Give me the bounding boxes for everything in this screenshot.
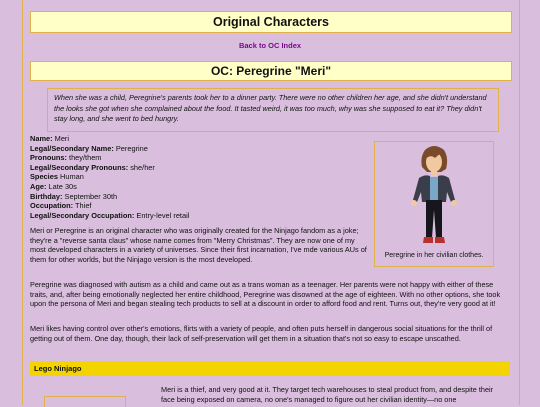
paragraph-background: Peregrine was diagnosed with autism as a child and came out as a trans woman as a teenager. Her parents were not happy with either of these traits, and, after being emotionally neglected her entire childhood, Peregrine was disowned at the age of eighteen. With no other options, she took upon the persona of Meri and began stealing tech products to sell at a discount in order to afford food and rent. Turns out, they're very good at it!: [30, 280, 501, 309]
info-row: [30, 144, 370, 154]
info-key: Legal/Secondary Name:: [30, 143, 114, 153]
info-value: September 30th: [64, 191, 118, 201]
info-value: Peregrine: [115, 143, 148, 153]
character-info-list: [30, 134, 370, 220]
info-row: [30, 153, 370, 163]
section-header-lego-ninjago: Lego Ninjago: [30, 361, 510, 376]
info-row: [30, 211, 370, 221]
info-value: Late 30s: [48, 181, 77, 191]
info-row: [30, 163, 370, 173]
ninjago-figure-thumbnail: [44, 396, 126, 407]
info-value: she/her: [130, 162, 155, 172]
paragraph-personality: Meri likes having control over other's emotions, flirts with a variety of people, and often puts herself in dangerous social situations for the thrill of getting out of them. One day, though, their lack of self-preservation will get them in a situation that's not so easy to escape unscathed.: [30, 324, 493, 343]
info-value: Thief: [75, 201, 92, 211]
info-row: [30, 134, 370, 144]
page-title: Original Characters: [30, 11, 512, 33]
info-value: Entry-level retail: [136, 210, 190, 220]
info-key: Legal/Secondary Occupation:: [30, 210, 135, 220]
paragraph-origin: Meri or Peregrine is an original character who was originally created for the Ninjago fandom as a joke; they're a "reverse santa claus" whose name comes from "Merry Christmas". They are now one of my most developed characters in a variety of universes. Since their first incarnation, I've mde various AUs of them for other worlds, but the Ninjago version is the most developed.: [30, 226, 367, 264]
info-key: Pronouns:: [30, 153, 67, 163]
info-value: they/them: [69, 153, 102, 163]
info-key: Birthday:: [30, 191, 63, 201]
info-key: Name:: [30, 134, 53, 143]
info-key: Species: [30, 172, 58, 182]
info-row: [30, 192, 370, 202]
info-row: [30, 201, 370, 211]
character-figure: [374, 141, 494, 267]
info-row: [30, 172, 370, 182]
character-illustration: [375, 142, 493, 250]
info-row: [30, 182, 370, 192]
oc-title: OC: Peregrine "Meri": [30, 61, 512, 81]
figure-caption: Peregrine in her civilian clothes.: [384, 252, 484, 259]
info-value: Meri: [54, 134, 70, 143]
paragraph-ninjago: Meri is a thief, and very good at it. They target tech warehouses to steal product from, and despite their face being exposed on camera, no one's managed to figure out her civilian identity—no one: [161, 385, 494, 404]
info-value: Human: [60, 172, 84, 182]
back-to-oc-index-link[interactable]: Back to OC Index: [238, 41, 302, 50]
intro-quote: When she was a child, Peregrine's parents took her to a dinner party. There were no other children her age, and she didn't understand the looks she got when she complained about the food. It tasted weird, it was too much, why was she supposed to eat it? They didn't stay long, and she went to bed hungry.: [47, 88, 499, 132]
info-key: Occupation:: [30, 201, 74, 211]
info-key: Legal/Secondary Pronouns:: [30, 162, 129, 172]
info-key: Age:: [30, 181, 47, 191]
